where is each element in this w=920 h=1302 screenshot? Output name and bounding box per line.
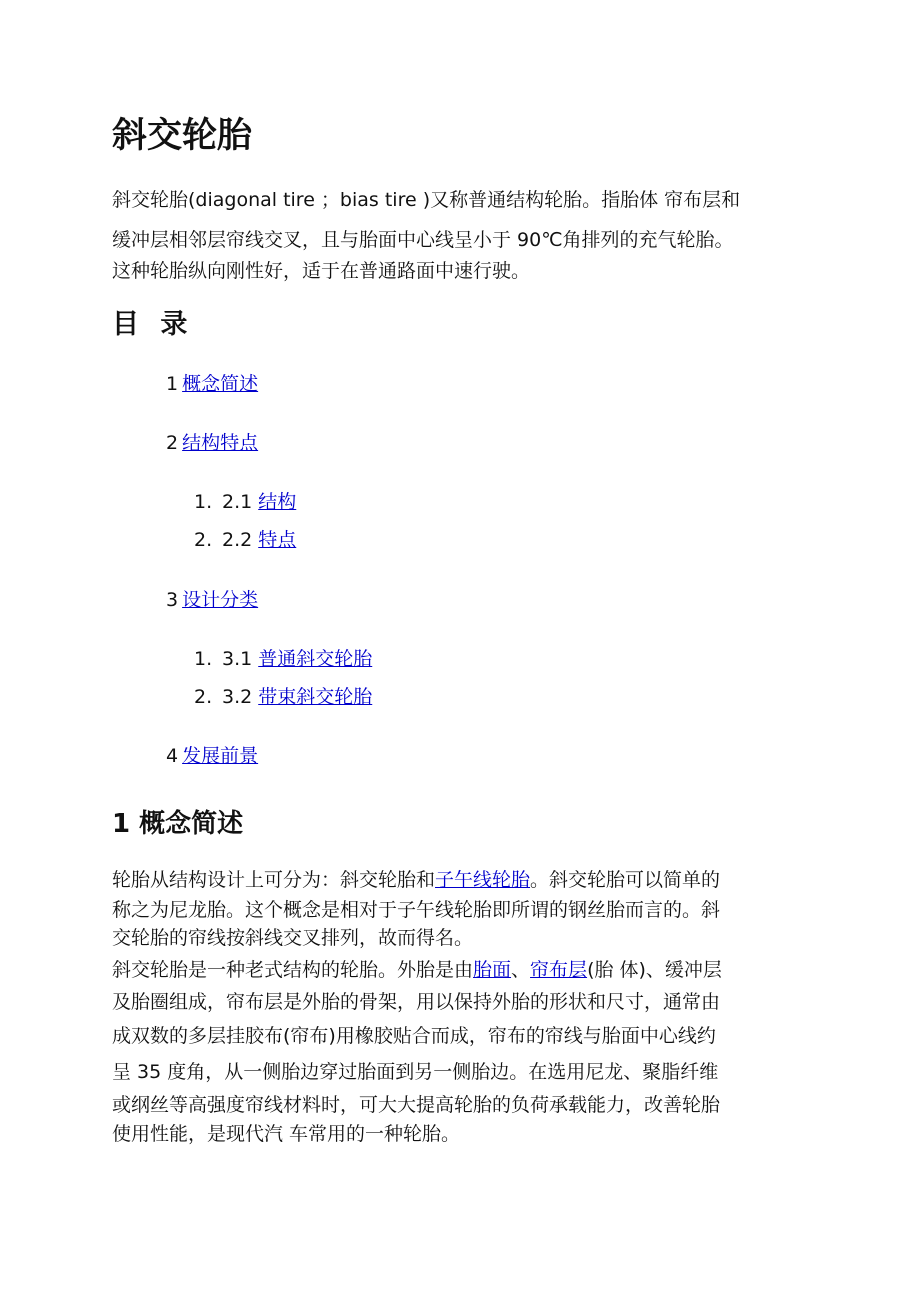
toc-subitem	[194, 488, 296, 516]
toc-subitem	[194, 645, 372, 673]
toc-link-ordinary-bias-tire[interactable]: 普通斜交轮胎	[258, 648, 373, 670]
toc-link-design-classification[interactable]: 设计分类	[182, 589, 259, 611]
toc-item	[166, 429, 258, 457]
toc-item	[166, 742, 258, 770]
paragraph-text: (胎 体)、缓冲层	[587, 959, 722, 981]
intro-line-2: 缓冲层相邻层帘线交叉，且与胎面中心线呈小于 90℃角排列的充气轮胎。	[112, 229, 734, 251]
paragraph-text: 斜交轮胎是一种老式结构的轮胎。外胎是由	[112, 959, 474, 981]
toc-item-number: 3	[166, 589, 179, 611]
paragraph-line	[112, 866, 720, 894]
toc-subitem	[194, 526, 296, 554]
paragraph-line: 呈 35 度角，从一侧胎边穿过胎面到另一侧胎边。在选用尼龙、聚脂纤维	[112, 1061, 719, 1083]
toc-subitem-index: 1.	[194, 491, 213, 513]
paragraph-line	[112, 956, 722, 984]
toc-subitem-number: 3.2	[222, 686, 253, 708]
paragraph-line: 交轮胎的帘线按斜线交叉排列，故而得名。	[112, 927, 474, 949]
toc-link-prospects[interactable]: 发展前景	[182, 745, 259, 767]
toc-item-number: 2	[166, 432, 179, 454]
toc-link-concept[interactable]: 概念简述	[182, 373, 259, 395]
toc-subitem-number: 2.1	[222, 491, 253, 513]
toc-subitem-index: 2.	[194, 529, 213, 551]
paragraph-line: 使用性能，是现代汽 车常用的一种轮胎。	[112, 1123, 461, 1145]
toc-item	[166, 370, 258, 398]
paragraph-text: 。斜交轮胎可以简单的	[530, 869, 721, 891]
page-title: 斜交轮胎	[112, 116, 253, 156]
toc-item	[166, 586, 258, 614]
link-ply[interactable]: 帘布层	[530, 959, 588, 981]
paragraph-text: 、	[511, 959, 531, 981]
intro-line-1: 斜交轮胎(diagonal tire ；bias tire )又称普通结构轮胎。指胎体 帘布层和	[112, 189, 741, 211]
paragraph-line: 或纲丝等高强度帘线材料时，可大大提高轮胎的负荷承载能力，改善轮胎	[112, 1094, 721, 1116]
section-heading-concept: 1 概念简述	[112, 809, 244, 839]
toc-link-belted-bias-tire[interactable]: 带束斜交轮胎	[258, 686, 373, 708]
link-tread[interactable]: 胎面	[473, 959, 512, 981]
toc-link-features[interactable]: 特点	[258, 529, 297, 551]
toc-subitem-index: 1.	[194, 648, 213, 670]
toc-subitem-number: 2.2	[222, 529, 253, 551]
toc-item-number: 4	[166, 745, 179, 767]
toc-link-structure-features[interactable]: 结构特点	[182, 432, 259, 454]
intro-line-3: 这种轮胎纵向刚性好，适于在普通路面中速行驶。	[112, 260, 531, 282]
toc-heading: 目 录	[112, 309, 194, 340]
paragraph-line: 成双数的多层挂胶布(帘布)用橡胶贴合而成，帘布的帘线与胎面中心线约	[112, 1025, 716, 1047]
toc-subitem-index: 2.	[194, 686, 213, 708]
toc-subitem	[194, 683, 372, 711]
link-radial-tire[interactable]: 子午线轮胎	[435, 869, 531, 891]
toc-subitem-number: 3.1	[222, 648, 253, 670]
paragraph-line: 及胎圈组成，帘布层是外胎的骨架，用以保持外胎的形状和尺寸，通常由	[112, 991, 721, 1013]
paragraph-text: 轮胎从结构设计上可分为：斜交轮胎和	[112, 869, 436, 891]
toc-link-structure[interactable]: 结构	[258, 491, 297, 513]
paragraph-line: 称之为尼龙胎。这个概念是相对于子午线轮胎即所谓的钢丝胎而言的。斜	[112, 899, 721, 921]
toc-item-number: 1	[166, 373, 179, 395]
